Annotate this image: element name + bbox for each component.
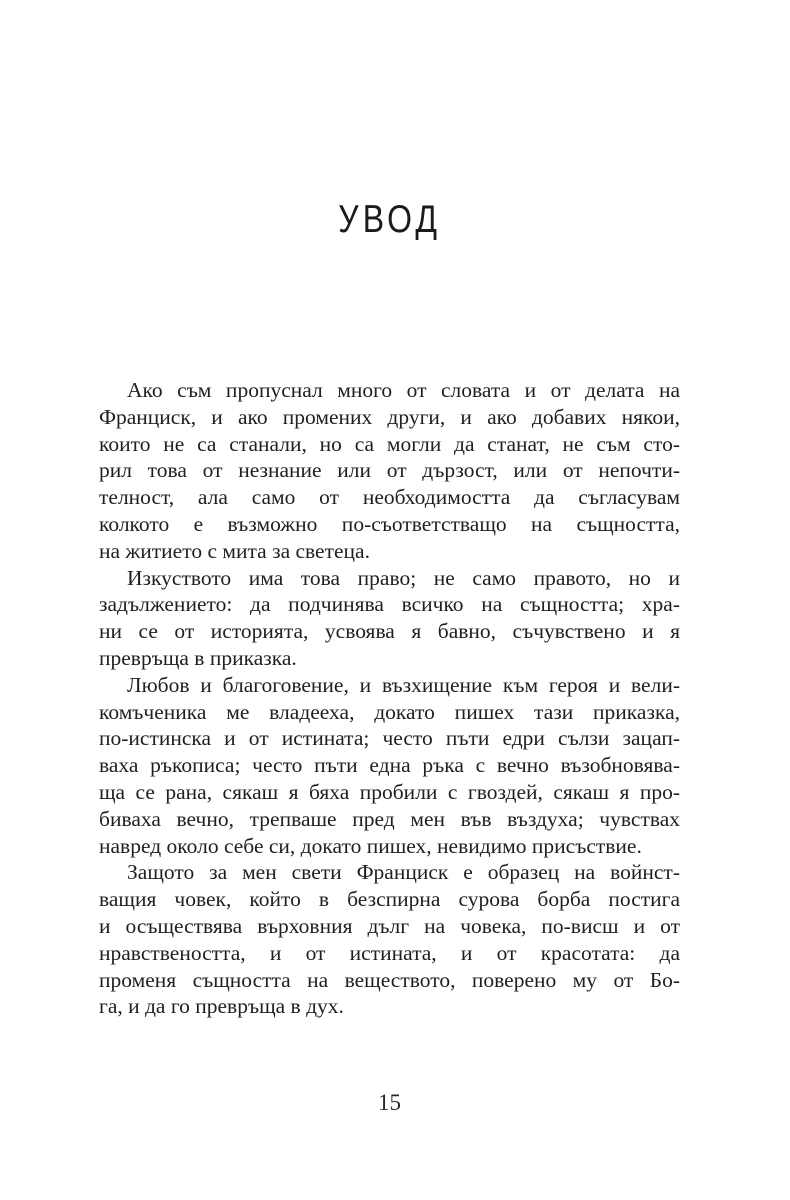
text-line: ни се от историята, усвоява я бавно, съчувствено и я bbox=[99, 619, 680, 644]
text-line: га, и да го превръща в дух. bbox=[99, 994, 344, 1019]
text-line: превръща в приказка. bbox=[99, 645, 297, 670]
text-line: Защото за мен свети Франциск е образец на войнст- bbox=[127, 860, 680, 885]
text-line: по-истинска и от истината; често пъти едри сълзи зацап- bbox=[99, 726, 680, 751]
page-number: 15 bbox=[378, 1090, 401, 1115]
chapter-title bbox=[99, 200, 680, 239]
paragraph bbox=[99, 377, 680, 565]
text-line: нравствеността, и от истината, и от красотата: да bbox=[99, 940, 680, 965]
text-line: навред около себе си, докато пишех, невидимо присъствие. bbox=[99, 833, 642, 858]
text-line: ваха ръкописа; често пъти една ръка с вечно възобновява- bbox=[99, 753, 680, 778]
text-line: ща се рана, сякаш я бяха пробили с гвоздей, сякаш я про- bbox=[99, 779, 680, 804]
text-line: на житието с мита за светеца. bbox=[99, 538, 370, 563]
text-line: колкото е възможно по-съответстващо на същността, bbox=[99, 511, 680, 536]
body-paragraphs bbox=[99, 377, 680, 1020]
paragraph bbox=[99, 859, 680, 1020]
paragraph bbox=[99, 672, 680, 860]
text-line: Ако съм пропуснал много от словата и от делата на bbox=[127, 378, 680, 402]
text-line: и осъществява върховния дълг на човека, по-висш и от bbox=[99, 913, 680, 938]
paragraph bbox=[99, 565, 680, 672]
text-line: които не са станали, но са могли да станат, не съм сто- bbox=[99, 431, 680, 456]
text-line: Изкуството има това право; не само правото, но и bbox=[127, 565, 680, 590]
text-line: Любов и благоговение, и възхищение към героя и вели- bbox=[127, 672, 680, 697]
chapter-title-text: УВОД bbox=[338, 198, 441, 241]
text-line: задължението: да подчинява всичко на същността; хра- bbox=[99, 592, 680, 617]
text-line: рил това от незнание или от дързост, или от непочти- bbox=[99, 458, 680, 483]
text-line: променя същността на веществото, поверено му от Бо- bbox=[99, 967, 680, 992]
text-line: телност, ала само от необходимостта да съгласувам bbox=[99, 485, 680, 510]
text-line: Франциск, и ако промених други, и ако добавих някои, bbox=[99, 404, 680, 429]
text-line: комъченика ме владееха, докато пишех тази приказка, bbox=[99, 699, 680, 724]
text-line: ващия човек, който в безспирна сурова борба постига bbox=[99, 887, 680, 912]
text-line: биваха вечно, трепваше пред мен във въздуха; чувствах bbox=[99, 806, 680, 831]
